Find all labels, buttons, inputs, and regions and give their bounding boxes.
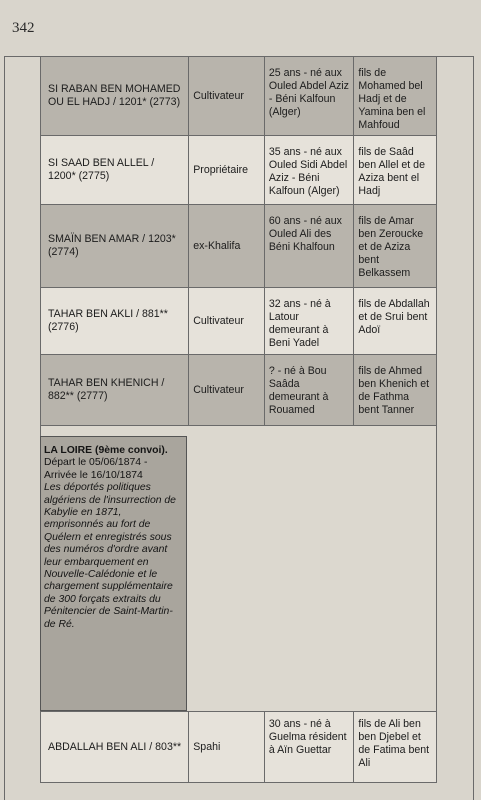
page-number: 342 (12, 20, 35, 36)
convoy-arrival: Arrivée le 16/10/1874 (44, 469, 143, 481)
parents-cell: fils de Saâd ben Allel et de Aziza bent el Hadj (354, 136, 436, 204)
name-cell: SI RABAN BEN MOHAMED OU EL HADJ / 1201* (2773) (41, 57, 189, 135)
parents-cell: fils de Abdallah et de Srui bent Adoï (354, 288, 436, 354)
origin-cell: 25 ans - né aux Ouled Abdel Aziz - Béni Kalfoun (Alger) (265, 57, 355, 135)
name-cell: SMAÏN BEN AMAR / 1203* (2774) (41, 205, 189, 287)
table-row (40, 287, 437, 355)
origin-cell: 30 ans - né à Guelma résident à Aïn Guettar (265, 712, 355, 782)
table-row (40, 204, 437, 288)
occupation-cell: Propriétaire (189, 136, 265, 204)
occupation-cell: Cultivateur (189, 355, 265, 425)
parents-cell: fils de Mohamed bel Hadj et de Yamina ben el Mahfoud (354, 57, 436, 135)
name-cell: TAHAR BEN KHENICH / 882** (2777) (41, 355, 189, 425)
name-cell: ABDALLAH BEN ALI / 803** (41, 712, 189, 782)
occupation-cell: Cultivateur (189, 57, 265, 135)
origin-cell: 32 ans - né à Latour demeurant à Beni Yadel (265, 288, 355, 354)
table-row (40, 56, 437, 136)
parents-cell: fils de Ahmed ben Khenich et de Fathma bent Tanner (354, 355, 436, 425)
convoy-departure: Départ le 05/06/1874 - (44, 457, 148, 469)
convoy-title: LA LOIRE (9ème convoi). (44, 445, 168, 456)
parents-cell: fils de Ali ben ben Djebel et de Fatima bent Ali (354, 712, 436, 782)
name-cell: TAHAR BEN AKLI / 881** (2776) (41, 288, 189, 354)
convoy-description: Les déportés politiques algériens de l'insurrection de Kabylie en 1871, emprisonnés au fort de Quélern et enregistrés sous des numéros d'ordre avant leur embarquement en Nouvelle-Calédonie et le chargement supplémentaire de 300 forçats extraits du Pénitencier de Saint-Martin-de Ré. (44, 482, 176, 630)
origin-cell: 60 ans - né aux Ouled Ali des Béni Khalfoun (265, 205, 355, 287)
origin-cell: 35 ans - né aux Ouled Sidi Abdel Aziz - Béni Kalfoun (Alger) (265, 136, 355, 204)
name-cell: SI SAAD BEN ALLEL / 1200* (2775) (41, 136, 189, 204)
table-row (40, 354, 437, 426)
origin-cell: ? - né à Bou Saâda demeurant à Rouamed (265, 355, 355, 425)
occupation-cell: ex-Khalifa (189, 205, 265, 287)
occupation-cell: Cultivateur (189, 288, 265, 354)
convoy-info-box (40, 436, 187, 711)
table-row (40, 135, 437, 205)
parents-cell: fils de Amar ben Zeroucke et de Aziza bent Belkassem (354, 205, 436, 287)
table-row (40, 711, 437, 783)
occupation-cell: Spahi (189, 712, 265, 782)
